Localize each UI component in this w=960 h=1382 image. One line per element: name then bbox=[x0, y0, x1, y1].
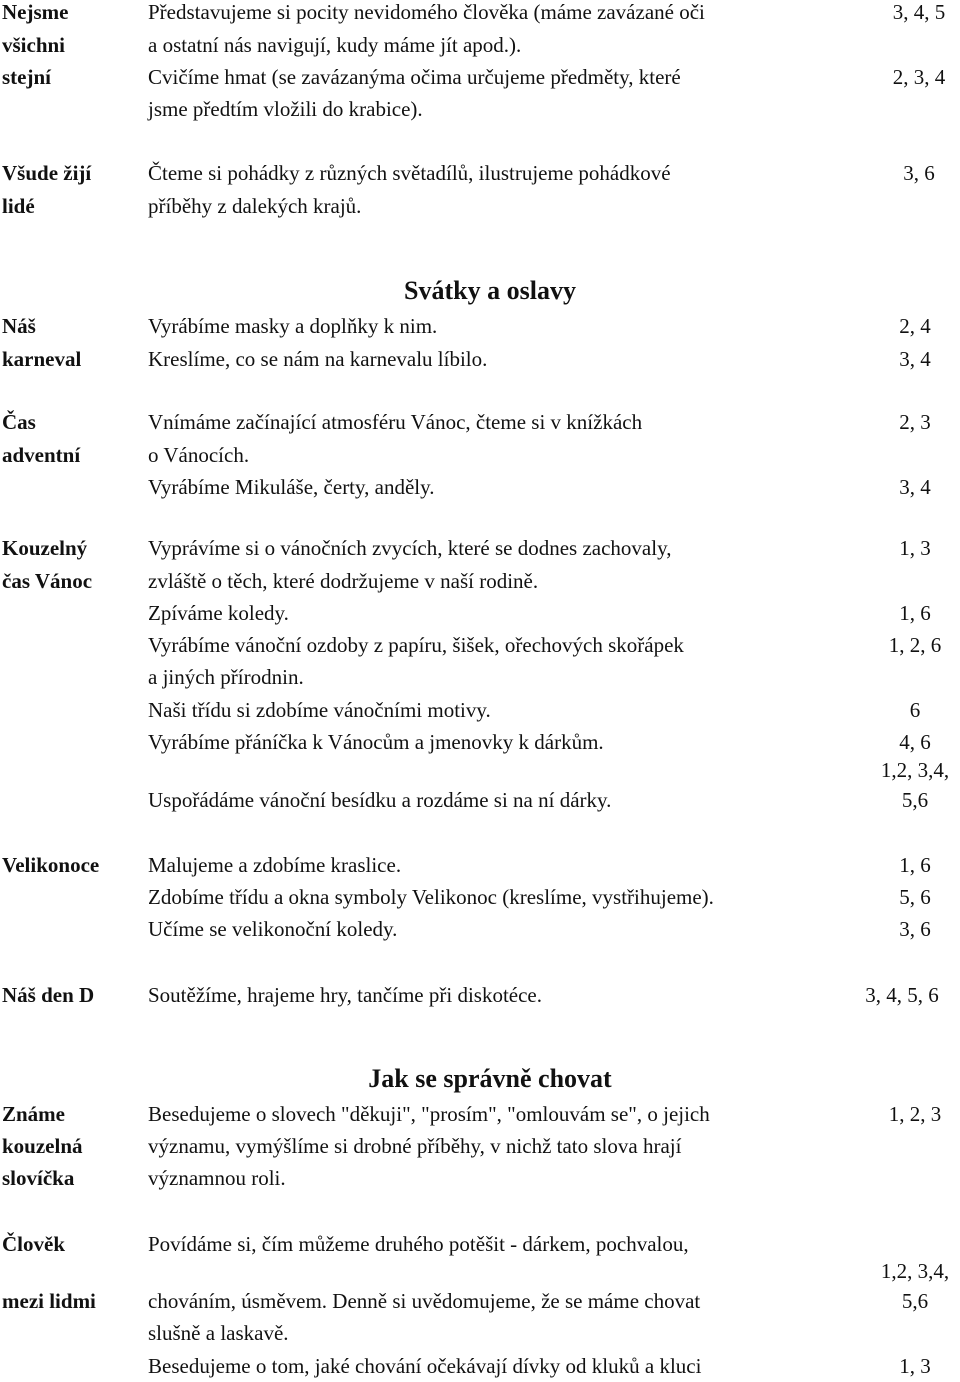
activity-text: Zdobíme třídu a okna symboly Velikonoc (kreslíme, vystřihujeme). bbox=[148, 885, 714, 909]
activity-text: Vyrábíme vánoční ozdoby z papíru, šišek, ořechových skořápek bbox=[148, 633, 684, 657]
activity-codes: 5,6 bbox=[901, 788, 929, 812]
activity-codes: 1, 6 bbox=[899, 853, 931, 877]
activity-text: významnou roli. bbox=[148, 1166, 286, 1190]
activity-codes: 3, 4, 5, 6 bbox=[865, 983, 939, 1007]
topic-label-advent-line1: Čas bbox=[2, 410, 36, 434]
topic-label-karneval-line1: Náš bbox=[2, 314, 36, 338]
topic-label-vsude-line2: lidé bbox=[2, 194, 35, 218]
activity-text: chováním, úsměvem. Denně si uvědomujeme, že se máme chovat bbox=[148, 1289, 701, 1313]
activity-text: Povídáme si, čím můžeme druhého potěšit - dárkem, pochvalou, bbox=[148, 1232, 689, 1256]
activity-text: o Vánocích. bbox=[148, 443, 250, 467]
activity-text: Čteme si pohádky z různých světadílů, ilustrujeme pohádkové bbox=[148, 161, 671, 185]
topic-label-slovicka-line1: Známe bbox=[2, 1102, 65, 1126]
activity-text: Malujeme a zdobíme kraslice. bbox=[148, 853, 402, 877]
activity-text: Besedujeme o slovech "děkuji", "prosím", "omlouvám se", o jejich bbox=[148, 1102, 710, 1126]
topic-label-vsude-line1: Všude žijí bbox=[2, 161, 92, 185]
activity-codes: 1, 2, 3 bbox=[888, 1102, 942, 1126]
topic-label-clovek-line1: Člověk bbox=[2, 1232, 65, 1256]
activity-text: Besedujeme o tom, jaké chování očekávají dívky od kluků a kluci bbox=[148, 1354, 702, 1378]
activity-text: a jiných přírodnin. bbox=[148, 665, 304, 689]
activity-text: Uspořádáme vánoční besídku a rozdáme si na ní dárky. bbox=[148, 788, 612, 812]
activity-text: Vyrábíme přáníčka k Vánocům a jmenovky k dárkům. bbox=[148, 730, 604, 754]
activity-codes: 2, 4 bbox=[899, 314, 931, 338]
activity-codes: 1,2, 3,4, bbox=[880, 758, 950, 782]
topic-label-slovicka-line3: slovíčka bbox=[2, 1166, 75, 1190]
activity-codes: 1, 6 bbox=[899, 601, 931, 625]
activity-codes: 3, 4 bbox=[899, 347, 931, 371]
activity-codes: 5,6 bbox=[901, 1289, 929, 1313]
activity-text: Vyrábíme masky a doplňky k nim. bbox=[148, 314, 438, 338]
topic-label-nejsme-line3: stejní bbox=[2, 65, 51, 89]
activity-text: Kreslíme, co se nám na karnevalu líbilo. bbox=[148, 347, 488, 371]
activity-text: Soutěžíme, hrajeme hry, tančíme při diskotéce. bbox=[148, 983, 542, 1007]
activity-text: a ostatní nás navigují, kudy máme jít apod.). bbox=[148, 33, 522, 57]
activity-codes: 3, 6 bbox=[903, 161, 935, 185]
activity-codes: 6 bbox=[909, 698, 921, 722]
activity-text: Učíme se velikonoční koledy. bbox=[148, 917, 398, 941]
activity-text: Vyprávíme si o vánočních zvycích, které se dodnes zachovaly, bbox=[148, 536, 672, 560]
section-heading-chovani: Jak se správně chovat bbox=[368, 1064, 612, 1093]
topic-label-vanoce-line1: Kouzelný bbox=[2, 536, 88, 560]
activity-text: Naši třídu si zdobíme vánočními motivy. bbox=[148, 698, 491, 722]
topic-label-karneval-line2: karneval bbox=[2, 347, 82, 371]
activity-codes: 3, 4 bbox=[899, 475, 931, 499]
topic-label-velikonoce: Velikonoce bbox=[2, 853, 100, 877]
activity-text: Představujeme si pocity nevidomého člověka (máme zavázané oči bbox=[148, 0, 705, 24]
topic-label-slovicka-line2: kouzelná bbox=[2, 1134, 83, 1158]
activity-codes: 2, 3, 4 bbox=[892, 65, 946, 89]
activity-text: Vyrábíme Mikuláše, čerty, anděly. bbox=[148, 475, 435, 499]
topic-label-vanoce-line2: čas Vánoc bbox=[2, 569, 93, 593]
activity-text: zvláště o těch, které dodržujeme v naší rodině. bbox=[148, 569, 539, 593]
activity-codes: 4, 6 bbox=[899, 730, 931, 754]
activity-text: Zpíváme koledy. bbox=[148, 601, 289, 625]
topic-label-clovek-line2: mezi lidmi bbox=[2, 1289, 96, 1313]
activity-codes: 3, 4, 5 bbox=[892, 0, 946, 24]
activity-codes: 1,2, 3,4, bbox=[880, 1259, 950, 1283]
activity-text: příběhy z dalekých krajů. bbox=[148, 194, 362, 218]
topic-label-nejsme-line1: Nejsme bbox=[2, 0, 69, 24]
activity-text: slušně a laskavě. bbox=[148, 1321, 289, 1345]
activity-text: Vnímáme začínající atmosféru Vánoc, čteme si v knížkách bbox=[148, 410, 643, 434]
topic-label-den-d: Náš den D bbox=[2, 983, 95, 1007]
activity-codes: 2, 3 bbox=[899, 410, 931, 434]
section-heading-svatky: Svátky a oslavy bbox=[404, 276, 576, 305]
activity-codes: 1, 2, 6 bbox=[888, 633, 942, 657]
activity-codes: 1, 3 bbox=[899, 536, 931, 560]
activity-codes: 3, 6 bbox=[899, 917, 931, 941]
activity-text: jsme předtím vložili do krabice). bbox=[148, 97, 423, 121]
topic-label-nejsme-line2: všichni bbox=[2, 33, 66, 57]
activity-text: významu, vymýšlíme si drobné příběhy, v nichž tato slova hrají bbox=[148, 1134, 682, 1158]
topic-label-advent-line2: adventní bbox=[2, 443, 81, 467]
activity-codes: 5, 6 bbox=[899, 885, 931, 909]
activity-codes: 1, 3 bbox=[899, 1354, 931, 1378]
activity-text: Cvičíme hmat (se zavázanýma očima určujeme předměty, které bbox=[148, 65, 681, 89]
